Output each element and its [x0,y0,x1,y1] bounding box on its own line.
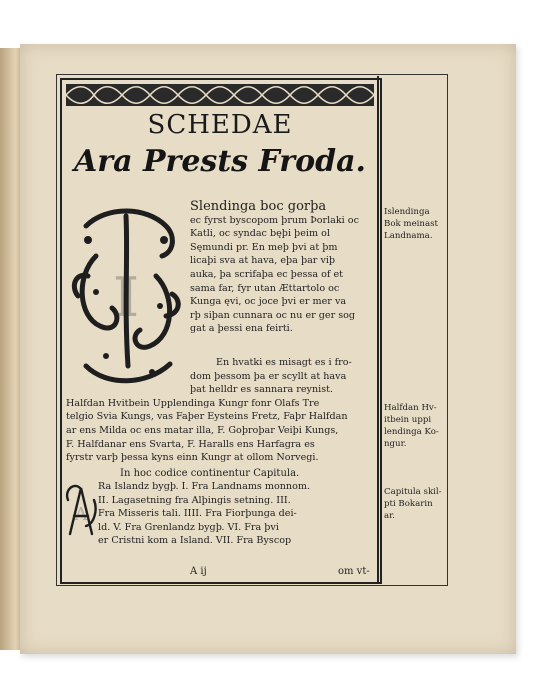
margin-note-line: pti Bokarin [384,499,433,509]
text-line: Katli, oc syndac bęþi þeim ol [190,228,330,240]
margin-divider-rule [377,76,379,582]
text-block-3 [98,480,374,548]
text-line: fyrstr varþ þessa kyns einn Kungr at ollom Norvegi. [66,452,319,464]
text-line: II. Lagasetning fra Alþingis setning. III. [98,494,291,506]
margin-note [384,402,439,450]
book-spine-left-page [0,48,22,650]
catchword: om vt- [338,566,370,577]
text-line: Sęmundi pr. En meþ þvi at þm [190,241,338,253]
ornamental-header-band [66,84,374,106]
signature-mark: A ij [190,566,207,577]
margin-note-line: lendinga Ko- [384,427,439,437]
margin-note [384,206,438,242]
text-line: dom þessom þa er scyllt at hava [190,370,347,382]
margin-note-line: Halfdan Hv- [384,403,437,413]
text-line: gat a þessi ena feirti. [190,323,293,335]
text-line: er Cristni kom a Island. VII. Fra Byscop [98,535,292,547]
book-subtitle: Ara Prests Froda. [74,144,366,179]
text-line: þat helldr es sannara reynist. [190,384,334,396]
text-line: licaþi sva at hava, eþa þar viþ [190,255,336,267]
margin-note-line: Bok meinast [384,219,438,229]
book-title: SCHEDAE [147,110,293,140]
decorated-initial-letter-small [64,480,98,540]
text-line: Slendinga boc gorþa [190,199,327,214]
text-block-1 [190,200,370,336]
margin-note-line: Landnama. [384,231,433,241]
text-line: Ra Islandz bygþ. I. Fra Landnams monnom. [98,481,311,492]
margin-note-line: Islendinga [384,207,430,217]
text-line: telgio Svia Kungs, vas Faþer Eysteins Fretz, Faþr Halfdan [66,411,348,423]
margin-note-line: ngur. [384,439,407,449]
text-line: Kunga ęvi, oc joce þvi er mer va [190,296,347,308]
text-line: ld. V. Fra Grenlandz bygþ. VI. Fra þvi [98,521,279,533]
margin-note-line: ar. [384,511,396,521]
text-line: sama far, fyr utan Ættartolo oc [190,282,340,294]
text-line: rþ siþan cunnara oc nu er ger sog [190,309,356,321]
text-line: ar ens Milda oc ens matar illa, F. Goþroþar Veiþi Kungs, [66,424,339,436]
text-block-2 [66,356,372,465]
chapter-list-caption: In hoc codice continentur Capitula. [120,468,300,479]
text-line: En hvatki es misagt es i fro- [216,357,352,368]
margin-note-line: Capitula skil- [384,487,442,497]
initial-letter-glyph: A [74,504,88,525]
text-line: F. Halfdanar ens Svarta, F. Haralls ens Harfagra es [66,438,315,450]
initial-letter-glyph: I [113,265,139,329]
text-line: Fra Misseris tali. IIII. Fra Fiorþunga dei- [98,508,297,520]
text-line: Halfdan Hvitbein Upplendinga Kungr fonr Olafs Tre [66,397,320,409]
text-line: ec fyrst byscopom þrum Þorlaki oc [190,214,359,226]
text-line: auka, þa scrifaþa ec þessa of et [190,268,344,280]
margin-note-line: itbein uppi [384,415,432,425]
margin-note [384,486,442,522]
